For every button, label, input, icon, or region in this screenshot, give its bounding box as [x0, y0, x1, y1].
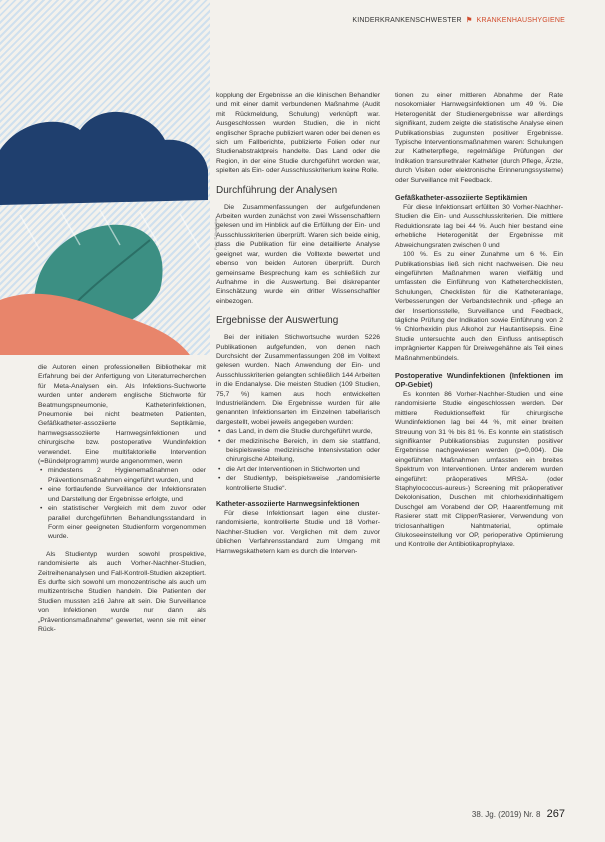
list-item: • der medizinische Bereich, in dem sie stattfand, beispielsweise medizinische Intensivstation oder chirurgische Abteilung,: [226, 437, 380, 465]
list-item: • das Land, in dem die Studie durchgeführt wurde,: [226, 427, 380, 436]
illustration-graphic: [0, 0, 210, 355]
list-item: • mindestens 2 Hygienemaßnahmen oder Präventionsmaßnahmen eingeführt wurden, und: [48, 466, 206, 485]
paragraph: tionen zu einer mittleren Abnahme der Rate nosokomialer Harnwegsinfektionen um 49 %. Die Heterogenität der Studienergebnisse war allerdings signifikant, zudem zeigte die statistische Analyse einen Publikationsbias zugunsten positiver Ergebnisse. Typische Interventionsmaßnahmen waren: Schulungen zur Katheterpflege, regelmäßige Prüfungen der Indikation transurethraler Katheter (durch Pflege, Ärzte, durch Visiten oder elektronische Erinnerungssysteme) oder Surveillance mit Feedback.: [395, 92, 563, 184]
subsection-heading: Gefäßkatheter-assoziierte Septikämien: [395, 193, 528, 203]
journal-name: KINDERKRANKENSCHWESTER: [352, 17, 462, 24]
illustration: [0, 0, 210, 355]
paragraph: kopplung der Ergebnisse an die klinischen Behandler und mit einer damit verbundenen Maßnahme (Audit mit Rückmeldung, Schulung) verknüpft war. Ausgeschlossen wurden Studien, die in nicht englischer Sprache publiziert waren oder bei denen es sich um Fallberichte, publizierte Folien oder nur Studienabstraktpreis handelte. Das Land oder die Region, in der eine Studie durchgeführt worden war, spielten als Ein- oder Ausschlusskriterium keine Rolle.: [216, 92, 380, 175]
subsection-heading: Katheter-assoziierte Harnwegsinfektionen: [216, 499, 360, 509]
results-list: [216, 427, 380, 493]
criteria-list: [38, 466, 206, 541]
list-item: • die Art der Interventionen in Stichworten und: [226, 465, 380, 474]
list-item: • ein statistischer Vergleich mit dem zuvor oder parallel durchgeführten Behandlungsstandard in Form einer geeigneten Studienform vorgenommen wurde.: [48, 504, 206, 542]
section-heading: Durchführung der Analysen: [216, 184, 338, 196]
issue-info: 38. Jg. (2019) Nr. 8: [471, 810, 541, 819]
paragraph: Als Studientyp wurden sowohl prospektive, randomisierte als auch Vorher-Nachher-Studien, Zeitreihenanalysen und Fall-Kontroll-Studien akzeptiert. Es durfte sich sowohl um monozentrische als auch um multizentrische Studien handeln. Die Patienten der Studien mussten ≥16 Jahre alt sein. Die Surveillance von Infektionen wurde nur dann als „Präventionsmaßnahme“ gewertet, wenn sie mit einer Rück-: [38, 550, 206, 633]
list-item: • der Studientyp, beispielsweise „randomisierte kontrollierte Studie“.: [226, 474, 380, 493]
list-item: • eine fortlaufende Surveillance der Infektionsraten und Darstellung der Ergebnisse erfolgte, und: [48, 485, 206, 504]
photo-credit: Foto: © Illustration: [213, 217, 218, 250]
running-header: [352, 16, 565, 24]
cloud-shape: [0, 112, 208, 205]
text-column-3: [395, 91, 563, 550]
subsection-heading: Postoperative Wundinfektionen (Infektionen im OP-Gebiet): [395, 370, 563, 389]
paragraph: Bei der initialen Stichwortsuche wurden 5226 Publikationen aufgefunden, von denen nach Durchsicht der Zusammenfassungen 208 im Volltext gelesen wurden. Nach Anwendung der Ein- und Ausschlusskriterien gelangten schließlich 144 Arbeiten in die Endanalyse. Die meisten Studien (109 Studien, 75,7 %) kamen aus hoch entwickelten Industrieländern. Die Ergebnisse wurden für alle genannten Infektionsarten im Einzelnen tabellarisch dargestellt, wobei jeweils angegeben wurden:: [216, 334, 380, 426]
paragraph: Für diese Infektionsart lagen eine cluster-randomisierte, kontrollierte Studie und 18 Vorher-Nachher-Studien vor. Verglichen mit dem zuvor üblichen Verfahrensstandard zum Umgang mit Harnwegskathetern kam es durch die Interven-: [216, 510, 380, 555]
paragraph: Für diese Infektionsart erfüllten 30 Vorher-Nachher-Studien die Ein- und Ausschlusskriterien. Die mittlere Reduktionsrate lag bei 44 %. Auch hier bestand eine erhebliche Heterogenität der Ergebnisse mit Abweichungsraten zwischen 0 und: [395, 204, 563, 249]
text-column-2: [216, 91, 380, 556]
section-heading: Ergebnisse der Auswertung: [216, 315, 339, 327]
text-column-1: [38, 363, 206, 634]
page-footer: [472, 808, 565, 820]
paragraph: die Autoren einen professionellen Bibliothekar mit Erfahrung bei der Anfertigung von Literaturrecherchen für Meta-Analysen ein. Als Infektions-Suchworte wurden unter anderem englische Stichworte für Beatmungspneumonie, Katheterinfektionen, Pneumonie bei nicht beatmeten Patienten, Gefäßkatheter-assoziierte Septikämie, harnwegsassoziierte Harnwegsinfektionen und chirurgische bzw. postoperative Wundinfektion verwendet. Eine multifaktorielle Intervention (=Bündelprogramm) wurde angenommen, wenn: [38, 364, 206, 466]
page-number: 267: [546, 808, 565, 820]
section-name: KRANKENHAUSHYGIENE: [476, 17, 565, 24]
paragraph: Es konnten 86 Vorher-Nachher-Studien und eine randomisierte Studie eingeschlossen werden. Der mittlere Reduktionseffekt für chirurgische Wundinfektionen lag bei 44 %, mit einer breiten Streuung von 31 % bis 81 %. Es konnte ein statistisch signifikanter Publikationsbias zugunsten positiver Ergebnisse nachgewiesen werden (p=0,004). Die eingeführten Maßnahmen umfassten ein breites Spektrum von Interventionen. Unter anderem wurden eingeführt: präoperatives MRSA- (oder Staphylococcus-aureus-) Screening mit präoperativer Dekolonisation, Duschen mit chlorhexidinhaltigem Duschgel am Vorabend der OP, Haarentfernung mit Rasierer statt mit Clipper/Rasierer, Verwendung von triclosanhaltigen Nahtmaterial, optimale Glukoseeinstellung vor OP, perioperative Optimierung und Kontrolle der Antibiotikaprophylaxe.: [395, 390, 563, 549]
flag-icon: ⚑: [465, 17, 473, 24]
paragraph: 100 %. Es zu einer Zunahme um 6 %. Ein Publikationsbias ließ sich nicht nachweisen. Die neu eingeführten Maßnahmen waren vielfältig und umfassten die Einführung von Katheterchecklisten, Schulungen, Checklisten für die Katheteranlage, Verbesserungen der Verbandstechnik und -pflege an der Insertionsstelle, Surveillance und Feedback, tägliche Prüfung der Indikation sowie Einführung von 2 % Chlorhexidin plus Alkohol zur Hautantisepsis. Eine Studie untersuchte auch den Einfluss antiseptisch imprägnierter Kappen für Dreiwegehähne als Teil eines Maßnahmenbündels.: [395, 251, 563, 362]
paragraph: Die Zusammenfassungen der aufgefundenen Arbeiten wurden zunächst von zwei Wissenschaftlern gelesen und im Hinblick auf die Erfüllung der Ein- und Ausschlusskriterien überprüft. Waren sich beide einig, dass die Publikation für eine detaillierte Analyse geeignet war, wurden die Volltexte bewertet und ebenso von beiden Autoren überprüft. Durch gemeinsame Besprechung kam es schließlich zur Aufnahme in die Auswertung. Bei diskrepanter Einschätzung wurde ein dritter Wissenschaftler einbezogen.: [216, 203, 380, 305]
